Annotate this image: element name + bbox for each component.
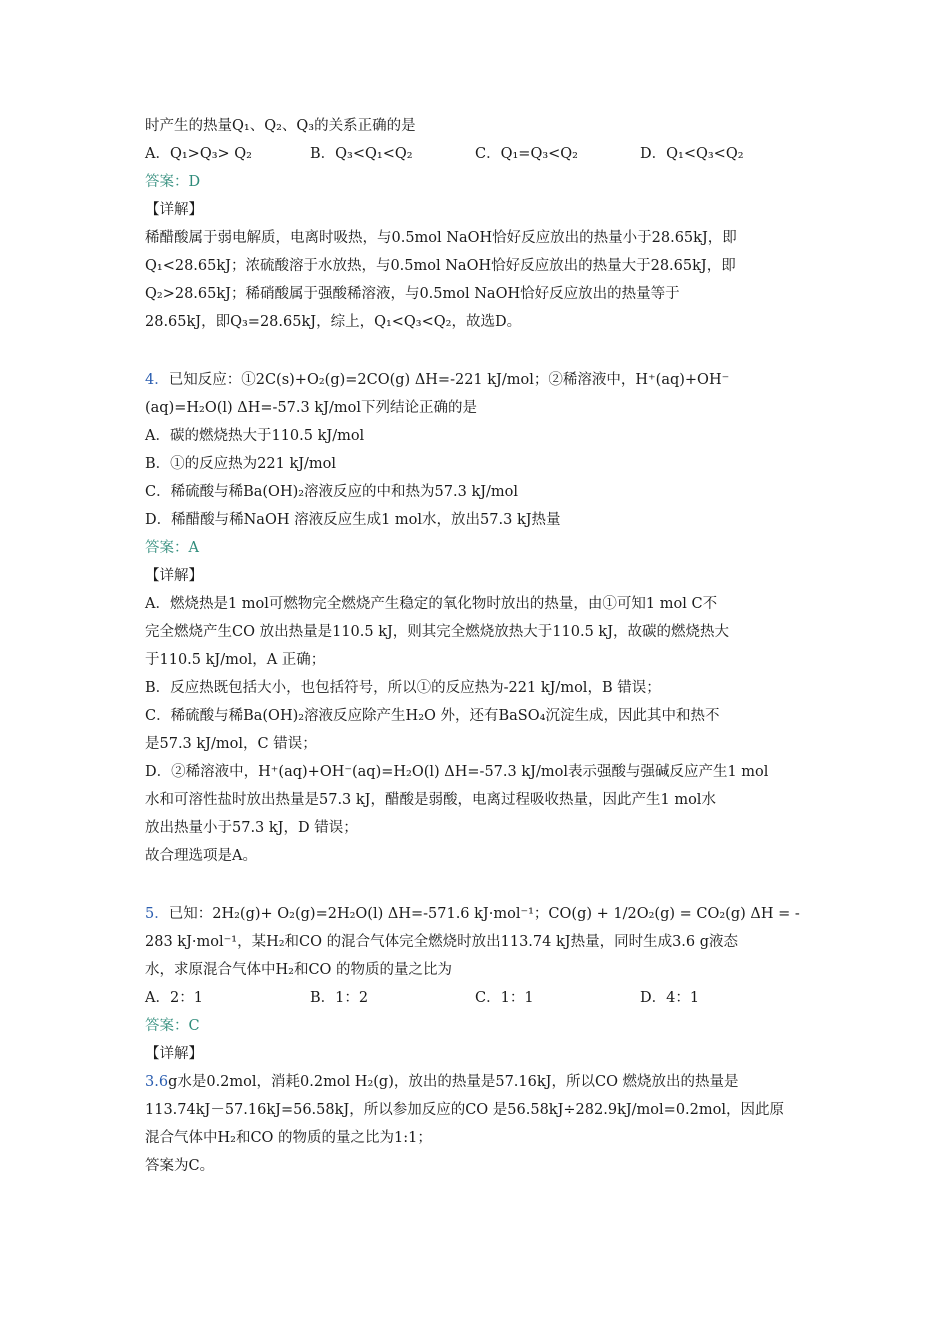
q5-option-b: B．1：2 [310, 990, 369, 1006]
q4-stem-text: 已知反应：①2C(s)+O₂(g)=2CO(g) ΔH=-221 kJ/mol；②稀溶液中，H⁺(aq)+OH⁻ [168, 372, 730, 388]
q4-detail-line: B．反应热既包括大小，也包括符号，所以①的反应热为-221 kJ/mol，B 错误； [145, 680, 661, 696]
q5-number: 5． [145, 906, 169, 922]
q4-detail-line: 完全燃烧产生CO 放出热量是110.5 kJ，则其完全燃烧放热大于110.5 kJ，故碳的燃烧热大 [145, 624, 730, 640]
q4-detail-line: D．②稀溶液中，H⁺(aq)+OH⁻(aq)=H₂O(l) ΔH=-57.3 kJ/mol表示强酸与强碱反应产生1 mol [145, 764, 769, 780]
q5-option-c: C．1：1 [475, 990, 534, 1006]
q3-option-d: D．Q₁<Q₃<Q₂ [640, 146, 744, 162]
q5-detail-leading-number: 3.6 [145, 1074, 169, 1090]
q3-detail-line: Q₂>28.65kJ；稀硝酸属于强酸稀溶液，与0.5mol NaOH恰好反应放出的热量等于 [145, 286, 680, 302]
q5-stem-line: 283 kJ·mol⁻¹，某H₂和CO 的混合气体完全燃烧时放出113.74 kJ热量，同时生成3.6 g液态 [145, 934, 739, 950]
q4-detail-line: 水和可溶性盐时放出热量是57.3 kJ，醋酸是弱酸，电离过程吸收热量，因此产生1 mol水 [145, 792, 716, 808]
q3-detail-line: 稀醋酸属于弱电解质，电离时吸热，与0.5mol NaOH恰好反应放出的热量小于28.65kJ，即 [145, 230, 737, 246]
q4-stem-line [145, 366, 810, 394]
q4-detail-line: 放出热量小于57.3 kJ，D 错误； [145, 820, 358, 836]
q3-detail-line: 28.65kJ，即Q₃=28.65kJ，综上，Q₁<Q₃<Q₂，故选D。 [145, 314, 522, 330]
q5-stem-line [145, 900, 810, 928]
q5-detail-line: 答案为C。 [145, 1158, 215, 1174]
q5-options [145, 984, 810, 1012]
q4-detail-line: 于110.5 kJ/mol，A 正确； [145, 652, 326, 668]
q3-option-c: C．Q₁=Q₃<Q₂ [475, 146, 578, 162]
q4-detail-line: 是57.3 kJ/mol，C 错误； [145, 736, 317, 752]
q5-detail-line: 113.74kJ－57.16kJ=56.58kJ，所以参加反应的CO 是56.58kJ÷282.9kJ/mol=0.2mol，因此原 [145, 1102, 784, 1118]
q5-detail-line: 混合气体中H₂和CO 的物质的量之比为1:1； [145, 1130, 432, 1146]
q5-option-a: A．2：1 [145, 990, 203, 1006]
document-page [145, 112, 810, 1180]
q3-option-a: A．Q₁>Q₃> Q₂ [145, 146, 252, 162]
q4-option-a: A．碳的燃烧热大于110.5 kJ/mol [145, 428, 365, 444]
q4-detail-heading: 【详解】 [145, 568, 203, 584]
q4-detail-line: A．燃烧热是1 mol可燃物完全燃烧产生稳定的氧化物时放出的热量，由①可知1 mol C不 [145, 596, 718, 612]
q3-options [145, 140, 810, 168]
q4-detail-line: 故合理选项是A。 [145, 848, 257, 864]
q5-detail-text: g水是0.2mol，消耗0.2mol H₂(g)，放出的热量是57.16kJ，所以CO 燃烧放出的热量是 [168, 1074, 739, 1090]
q4-option-b: B．①的反应热为221 kJ/mol [145, 456, 337, 472]
q4-option-d: D．稀醋酸与稀NaOH 溶液反应生成1 mol水，放出57.3 kJ热量 [145, 512, 561, 528]
q5-answer: 答案：C [145, 1018, 200, 1034]
q3-option-b: B．Q₃<Q₁<Q₂ [310, 146, 413, 162]
q3-detail-heading: 【详解】 [145, 202, 203, 218]
q4-answer: 答案：A [145, 540, 199, 556]
q5-detail-line [145, 1068, 810, 1096]
q3-detail-line: Q₁<28.65kJ；浓硫酸溶于水放热，与0.5mol NaOH恰好反应放出的热量大于28.65kJ，即 [145, 258, 736, 274]
q4-detail-line: C．稀硫酸与稀Ba(OH)₂溶液反应除产生H₂O 外，还有BaSO₄沉淀生成，因此其中和热不 [145, 708, 720, 724]
q5-stem-line: 水，求原混合气体中H₂和CO 的物质的量之比为 [145, 962, 453, 978]
q5-detail-heading: 【详解】 [145, 1046, 203, 1062]
q3-stem: 时产生的热量Q₁、Q₂、Q₃的关系正确的是 [145, 118, 416, 134]
q4-number: 4． [145, 372, 169, 388]
q5-stem-text: 已知：2H₂(g)+ O₂(g)=2H₂O(l) ΔH=-571.6 kJ·mol⁻¹；CO(g) + 1/2O₂(g) = CO₂(g) ΔH = - [168, 906, 800, 922]
q5-option-d: D．4：1 [640, 990, 700, 1006]
q3-answer: 答案：D [145, 174, 201, 190]
q4-option-c: C．稀硫酸与稀Ba(OH)₂溶液反应的中和热为57.3 kJ/mol [145, 484, 519, 500]
q4-stem-line: (aq)=H₂O(l) ΔH=-57.3 kJ/mol下列结论正确的是 [145, 400, 477, 416]
